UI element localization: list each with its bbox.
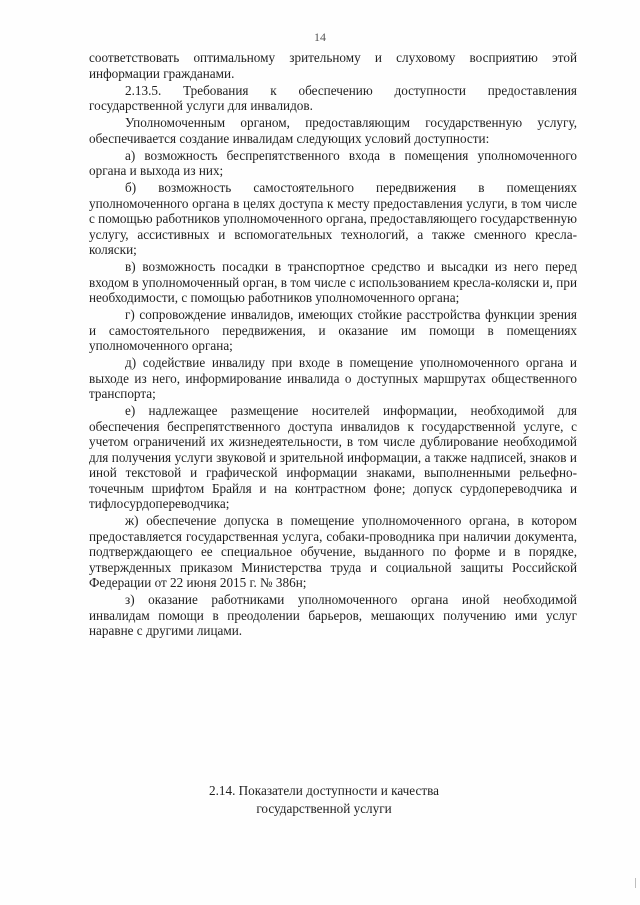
paragraph-conditions-intro: Уполномоченным органом, предоставляющим государственную услугу, обеспечивается создание инвалидам следующих условий доступности: xyxy=(89,115,577,146)
section-heading-line-2: государственной услуги xyxy=(256,801,392,816)
paragraph-continuation: соответствовать оптимальному зрительному и слуховому восприятию этой информации гражданами. xyxy=(89,50,577,81)
scan-edge-mark xyxy=(635,878,636,888)
list-item-v: в) возможность посадки в транспортное средство и высадки из него перед входом в уполномоченный орган, в том числе с использованием кресла-коляски и, при необходимости, с помощью работников уполномоченного органа; xyxy=(89,259,577,305)
list-item-b: б) возможность самостоятельного передвижения в помещениях уполномоченного органа в целях доступа к месту предоставления услуги, в том числе с помощью работников уполномоченного органа, предоставляющего государственную услугу, ассистивных и вспомогательных технологий, а также сменного кресла-коляски; xyxy=(89,180,577,257)
list-item-d: д) содействие инвалиду при входе в помещение уполномоченного органа и выходе из него, информирование инвалида о доступных маршрутах общественного транспорта; xyxy=(89,355,577,401)
list-item-g: г) сопровождение инвалидов, имеющих стойкие расстройства функции зрения и самостоятельного передвижения, и оказание им помощи в помещениях уполномоченного органа; xyxy=(89,307,577,353)
list-item-e: е) надлежащее размещение носителей информации, необходимой для обеспечения беспрепятственного доступа инвалидов к государственной услуге, с учетом ограничений их жизнедеятельности, в том числе дублирование необходимой для получения услуги звуковой и зрительной информации, а также надписей, знаков и иной текстовой и графической информации знаками, выполненными рельефно-точечным шрифтом Брайля и на контрастном фоне; допуск сурдопереводчика и тифлосурдопереводчика; xyxy=(89,403,577,511)
list-item-z: з) оказание работниками уполномоченного органа иной необходимой инвалидам помощи в преодолении барьеров, мешающих получению ими услуг наравне с другими лицами. xyxy=(89,592,577,638)
document-body xyxy=(89,50,577,640)
section-heading-line-1: 2.14. Показатели доступности и качества xyxy=(208,783,440,798)
paragraph-2-13-5: 2.13.5. Требования к обеспечению доступности предоставления государственной услуги для инвалидов. xyxy=(89,82,577,113)
page-number: 14 xyxy=(314,30,326,44)
list-item-a: а) возможность беспрепятственного входа в помещения уполномоченного органа и выхода из них; xyxy=(89,147,577,178)
section-heading xyxy=(89,782,559,818)
list-item-zh: ж) обеспечение допуска в помещение уполномоченного органа, в котором предоставляется государственная услуга, собаки-проводника при наличии документа, подтверждающего ее специальное обучение, выданного по форме и в порядке, утвержденных приказом Министерства труда и социальной защиты Российской Федерации от 22 июня 2015 г. № 386н; xyxy=(89,513,577,590)
